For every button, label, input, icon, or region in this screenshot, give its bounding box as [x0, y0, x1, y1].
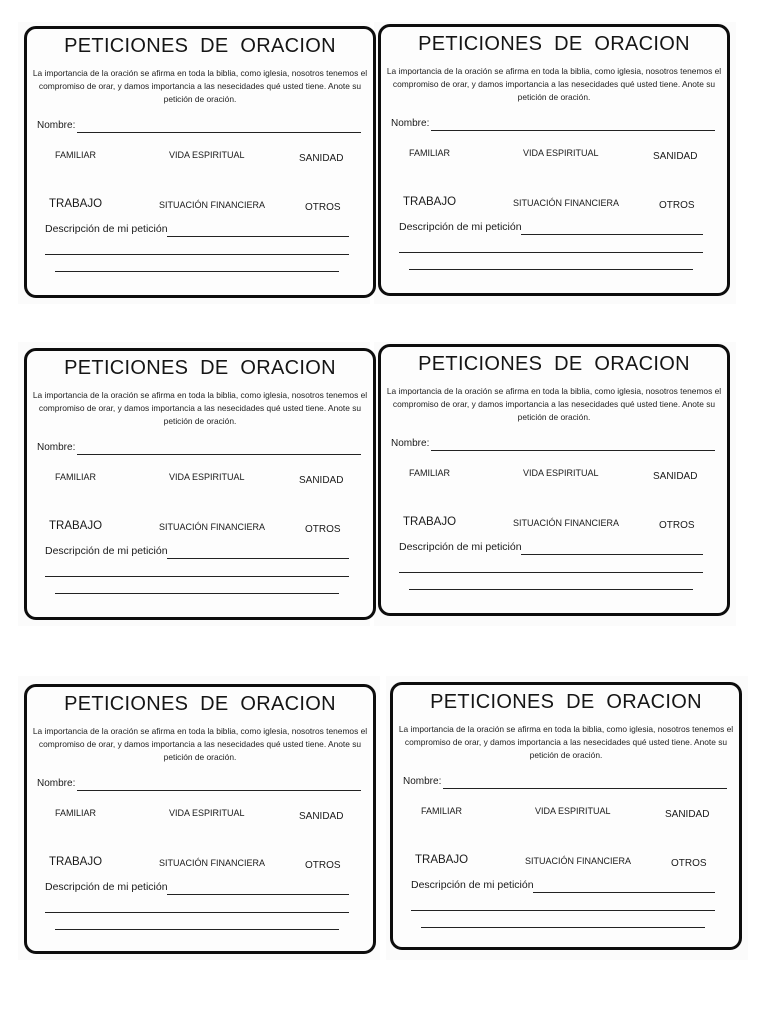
description-line[interactable]	[409, 589, 693, 590]
description-line[interactable]	[55, 593, 339, 594]
category-situacion-financiera[interactable]: SITUACIÓN FINANCIERA	[513, 518, 620, 528]
prayer-card	[24, 26, 376, 298]
category-situacion-financiera[interactable]: SITUACIÓN FINANCIERA	[513, 198, 620, 208]
category-trabajo[interactable]: TRABAJO	[49, 198, 103, 210]
description-line[interactable]	[45, 912, 349, 913]
description-line[interactable]	[411, 910, 715, 911]
name-line[interactable]	[77, 790, 361, 791]
name-label: Nombre:	[403, 776, 442, 787]
description-line[interactable]	[167, 894, 349, 895]
category-familiar[interactable]: FAMILIAR	[421, 806, 463, 816]
description-line[interactable]	[55, 271, 339, 272]
card-intro: La importancia de la oración se afirma en toda la biblia, como iglesia, nosotros tenemos el compromiso de orar, y damos importancia a las nesecidades qué usted tiene. Anote su petición de oración.	[32, 726, 368, 762]
prayer-card	[24, 684, 376, 954]
description-label: Descripción de mi petición	[45, 881, 168, 893]
category-trabajo[interactable]: TRABAJO	[403, 516, 457, 528]
category-vida-espiritual[interactable]: VIDA ESPIRITUAL	[535, 806, 611, 816]
description-label: Descripción de mi petición	[45, 545, 168, 557]
category-sanidad[interactable]: SANIDAD	[665, 809, 710, 820]
description-line[interactable]	[409, 269, 693, 270]
category-sanidad[interactable]: SANIDAD	[299, 475, 344, 486]
name-label: Nombre:	[37, 442, 76, 453]
description-line[interactable]	[55, 929, 339, 930]
category-vida-espiritual[interactable]: VIDA ESPIRITUAL	[523, 468, 599, 478]
category-otros[interactable]: OTROS	[659, 200, 695, 211]
card-intro: La importancia de la oración se afirma en toda la biblia, como iglesia, nosotros tenemos el compromiso de orar, y damos importancia a las nesecidades qué usted tiene. Anote su petición de oración.	[398, 724, 734, 760]
category-otros[interactable]: OTROS	[305, 524, 341, 535]
name-line[interactable]	[77, 132, 361, 133]
category-vida-espiritual[interactable]: VIDA ESPIRITUAL	[169, 472, 245, 482]
name-label: Nombre:	[37, 120, 76, 131]
card-title: PETICIONES DE ORACION	[64, 357, 336, 379]
card-intro: La importancia de la oración se afirma en toda la biblia, como iglesia, nosotros tenemos el compromiso de orar, y damos importancia a las nesecidades qué usted tiene. Anote su petición de oración.	[32, 68, 368, 104]
category-otros[interactable]: OTROS	[659, 520, 695, 531]
category-vida-espiritual[interactable]: VIDA ESPIRITUAL	[169, 808, 245, 818]
category-vida-espiritual[interactable]: VIDA ESPIRITUAL	[169, 150, 245, 160]
category-familiar[interactable]: FAMILIAR	[409, 468, 451, 478]
description-line[interactable]	[45, 254, 349, 255]
name-label: Nombre:	[37, 778, 76, 789]
category-sanidad[interactable]: SANIDAD	[299, 153, 344, 164]
prayer-card	[378, 344, 730, 616]
name-label: Nombre:	[391, 118, 430, 129]
category-trabajo[interactable]: TRABAJO	[415, 854, 469, 866]
description-line[interactable]	[167, 558, 349, 559]
category-otros[interactable]: OTROS	[671, 858, 707, 869]
description-label: Descripción de mi petición	[411, 879, 534, 891]
category-sanidad[interactable]: SANIDAD	[653, 471, 698, 482]
category-trabajo[interactable]: TRABAJO	[49, 520, 103, 532]
card-title: PETICIONES DE ORACION	[418, 353, 690, 375]
name-line[interactable]	[443, 788, 727, 789]
category-vida-espiritual[interactable]: VIDA ESPIRITUAL	[523, 148, 599, 158]
description-line[interactable]	[421, 927, 705, 928]
category-otros[interactable]: OTROS	[305, 860, 341, 871]
category-familiar[interactable]: FAMILIAR	[55, 472, 97, 482]
category-situacion-financiera[interactable]: SITUACIÓN FINANCIERA	[159, 200, 266, 210]
description-line[interactable]	[399, 572, 703, 573]
category-situacion-financiera[interactable]: SITUACIÓN FINANCIERA	[159, 522, 266, 532]
category-situacion-financiera[interactable]: SITUACIÓN FINANCIERA	[525, 856, 632, 866]
card-intro: La importancia de la oración se afirma en toda la biblia, como iglesia, nosotros tenemos el compromiso de orar, y damos importancia a las nesecidades qué usted tiene. Anote su petición de oración.	[32, 390, 368, 426]
category-trabajo[interactable]: TRABAJO	[49, 856, 103, 868]
name-line[interactable]	[431, 450, 715, 451]
category-trabajo[interactable]: TRABAJO	[403, 196, 457, 208]
name-label: Nombre:	[391, 438, 430, 449]
category-familiar[interactable]: FAMILIAR	[55, 808, 97, 818]
description-line[interactable]	[521, 554, 703, 555]
category-familiar[interactable]: FAMILIAR	[55, 150, 97, 160]
card-title: PETICIONES DE ORACION	[430, 691, 702, 713]
prayer-card	[378, 24, 730, 296]
prayer-card	[24, 348, 376, 620]
card-title: PETICIONES DE ORACION	[418, 33, 690, 55]
name-line[interactable]	[431, 130, 715, 131]
description-line[interactable]	[45, 576, 349, 577]
name-line[interactable]	[77, 454, 361, 455]
description-label: Descripción de mi petición	[399, 221, 522, 233]
description-label: Descripción de mi petición	[399, 541, 522, 553]
category-situacion-financiera[interactable]: SITUACIÓN FINANCIERA	[159, 858, 266, 868]
card-intro: La importancia de la oración se afirma en toda la biblia, como iglesia, nosotros tenemos el compromiso de orar, y damos importancia a las nesecidades qué usted tiene. Anote su petición de oración.	[386, 66, 722, 102]
category-sanidad[interactable]: SANIDAD	[653, 151, 698, 162]
prayer-card	[390, 682, 742, 950]
category-sanidad[interactable]: SANIDAD	[299, 811, 344, 822]
category-familiar[interactable]: FAMILIAR	[409, 148, 451, 158]
description-line[interactable]	[521, 234, 703, 235]
description-line[interactable]	[167, 236, 349, 237]
description-label: Descripción de mi petición	[45, 223, 168, 235]
description-line[interactable]	[533, 892, 715, 893]
category-otros[interactable]: OTROS	[305, 202, 341, 213]
card-title: PETICIONES DE ORACION	[64, 693, 336, 715]
card-title: PETICIONES DE ORACION	[64, 35, 336, 57]
description-line[interactable]	[399, 252, 703, 253]
card-intro: La importancia de la oración se afirma en toda la biblia, como iglesia, nosotros tenemos el compromiso de orar, y damos importancia a las nesecidades qué usted tiene. Anote su petición de oración.	[386, 386, 722, 422]
